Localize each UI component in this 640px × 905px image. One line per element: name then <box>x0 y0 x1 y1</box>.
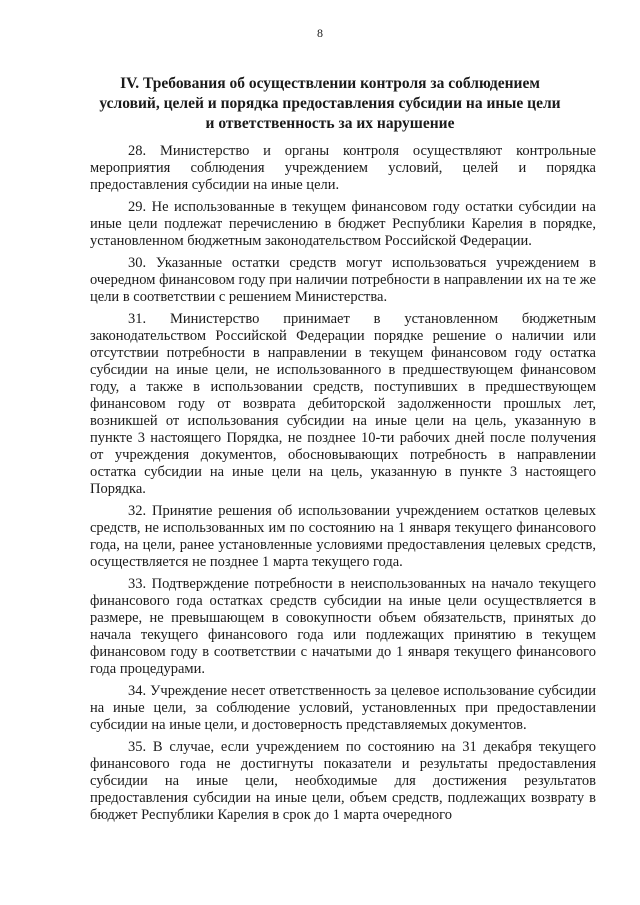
paragraph-30: 30. Указанные остатки средств могут использоваться учреждением в очередном финансовом году при наличии потребности в направлении их на те же цели в соответствии с решением Министерства. <box>90 255 596 305</box>
paragraph-32: 32. Принятие решения об использовании учреждением остатков целевых средств, не использованных им по состоянию на 1 января текущего финансового года, на цели, ранее установленные условиями предоставления целевых средств, осуществляется не позднее 1 марта текущего года. <box>90 503 596 570</box>
section-heading <box>90 74 570 134</box>
paragraph-28: 28. Министерство и органы контроля осуществляют контрольные мероприятия соблюдения учреждением условий, целей и порядка предоставления субсидии на иные цели. <box>90 143 596 193</box>
body-text <box>90 143 596 829</box>
section-heading-line: и ответственность за их нарушение <box>205 115 455 132</box>
section-heading-line: условий, целей и порядка предоставления субсидии на иные цели <box>99 95 561 112</box>
section-heading-line: IV. Требования об осуществлении контроля за соблюдением <box>120 75 540 92</box>
page-number: 8 <box>317 26 323 40</box>
paragraph-31: 31. Министерство принимает в установленном бюджетным законодательством Российской Федерации порядке решение о наличии или отсутствии потребности в направлении в текущем финансовом году остатка субсидии на иные цели, не использованного в предшествующем финансовом году, а также в использовании средств, поступивших в предшествующем финансовом году от возврата дебиторской задолженности прошлых лет, возникшей от использования субсидии на иные цели на цель, указанную в пункте 3 настоящего Порядка, не позднее 10-ти рабочих дней после получения от учреждения документов, обосновывающих потребность в направлении остатка субсидии на иные цели на цель, указанную в пункте 3 настоящего Порядка. <box>90 311 596 497</box>
paragraph-33: 33. Подтверждение потребности в неиспользованных на начало текущего финансового года остатках средств субсидии на иные цели осуществляется в размере, не превышающем в совокупности объем обязательств, принятых до начала текущего финансового года или подлежащих принятию в текущем финансовом году в соответствии с начатыми до 1 января текущего финансового года процедурами. <box>90 576 596 677</box>
paragraph-34: 34. Учреждение несет ответственность за целевое использование субсидии на иные цели, за соблюдение условий, установленных при предоставлении субсидии на иные цели, и достоверность представляемых документов. <box>90 683 596 733</box>
paragraph-29: 29. Не использованные в текущем финансовом году остатки субсидии на иные цели подлежат перечислению в бюджет Республики Карелия в порядке, установленном бюджетным законодательством Российской Федерации. <box>90 199 596 249</box>
paragraph-35: 35. В случае, если учреждением по состоянию на 31 декабря текущего финансового года не достигнуты показатели и результаты предоставления субсидии на иные цели, необходимые для достижения результатов предоставления субсидии на иные цели, объем средств, подлежащих возврату в бюджет Республики Карелия в срок до 1 марта очередного <box>90 739 596 823</box>
